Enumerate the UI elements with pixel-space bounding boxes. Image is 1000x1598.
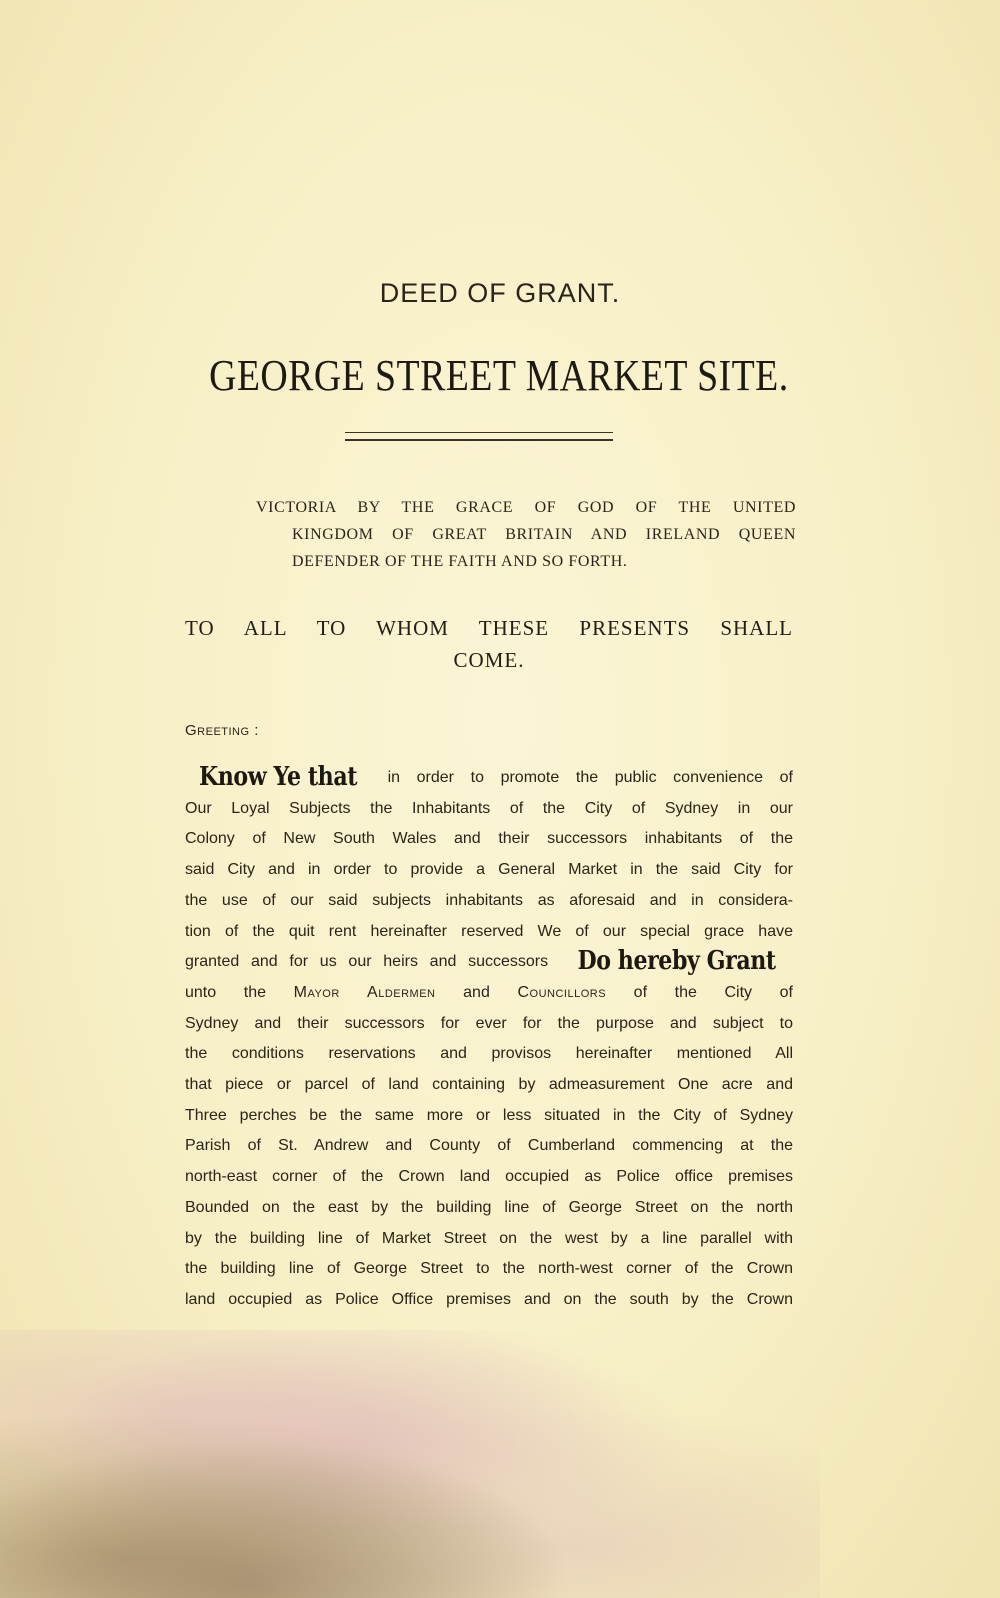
- royal-style-block: [256, 494, 796, 575]
- body-line: north-east corner of the Crown land occupied as Police office premises: [185, 1168, 793, 1186]
- body-line: land occupied as Police Office premises and on the south by the Crown: [185, 1290, 793, 1308]
- body-line: tion of the quit rent hereinafter reserved We of our special grace have: [185, 922, 793, 940]
- know-ye-that-blackletter: Know Ye that: [198, 762, 358, 792]
- title-rule: [345, 432, 613, 441]
- body-text: granted and for us our heirs and successors: [185, 953, 549, 971]
- royal-line-1: VICTORIA BY THE GRACE OF GOD OF THE UNITED: [256, 499, 796, 516]
- body-line: Three perches be the same more or less situated in the City of Sydney: [185, 1106, 793, 1124]
- body-line: [185, 978, 793, 1009]
- document-title: DEED OF GRANT.: [379, 278, 621, 308]
- royal-line-3: DEFENDER OF THE FAITH AND SO FORTH.: [292, 553, 628, 570]
- body-text: in order to promote the public convenience of: [387, 769, 793, 786]
- address-block: [185, 612, 793, 676]
- body-line: the building line of George Street to the north-west corner of the Crown: [185, 1260, 793, 1278]
- site-title: GEORGE STREET MARKET SITE.: [209, 351, 789, 400]
- body-line: Colony of New South Wales and their successors inhabitants of the: [185, 830, 793, 848]
- body-line: Our Loyal Subjects the Inhabitants of the City of Sydney in our: [185, 799, 793, 817]
- body-line: Bounded on the east by the building line of George Street on the north: [185, 1198, 793, 1216]
- royal-line-2: KINGDOM OF GREAT BRITAIN AND IRELAND QUEEN: [292, 526, 796, 543]
- body-line: [185, 763, 793, 794]
- body-text: and: [463, 983, 490, 1001]
- address-line-1: TO ALL TO WHOM THESE PRESENTS SHALL: [185, 616, 793, 640]
- do-hereby-grant-blackletter: Do hereby Grant: [577, 946, 776, 977]
- body-line: by the building line of Market Street on the west by a line parallel with: [185, 1229, 793, 1247]
- body-text: of the City of: [633, 983, 794, 1001]
- address-line-2: COME.: [453, 648, 525, 672]
- mayor-aldermen: Mayor Aldermen: [293, 983, 436, 1001]
- body-line: the conditions reservations and provisos hereinafter mentioned All: [185, 1045, 793, 1063]
- body-line: said City and in order to provide a General Market in the said City for: [185, 861, 793, 879]
- body-line: the use of our said subjects inhabitants as aforesaid and in considera-: [185, 891, 793, 909]
- water-stain: [0, 1330, 820, 1598]
- body-line: Parish of St. Andrew and County of Cumberland commencing at the: [185, 1137, 793, 1155]
- body-line: Sydney and their successors for ever for the purpose and subject to: [185, 1014, 793, 1032]
- greeting-text: Greeting :: [185, 722, 259, 739]
- grant-body: [185, 763, 793, 1316]
- councillors: Councillors: [517, 983, 607, 1001]
- body-text: unto the: [185, 983, 266, 1001]
- body-line: [185, 947, 793, 978]
- body-line: that piece or parcel of land containing by admeasurement One acre and: [185, 1076, 793, 1094]
- greeting: [185, 722, 259, 739]
